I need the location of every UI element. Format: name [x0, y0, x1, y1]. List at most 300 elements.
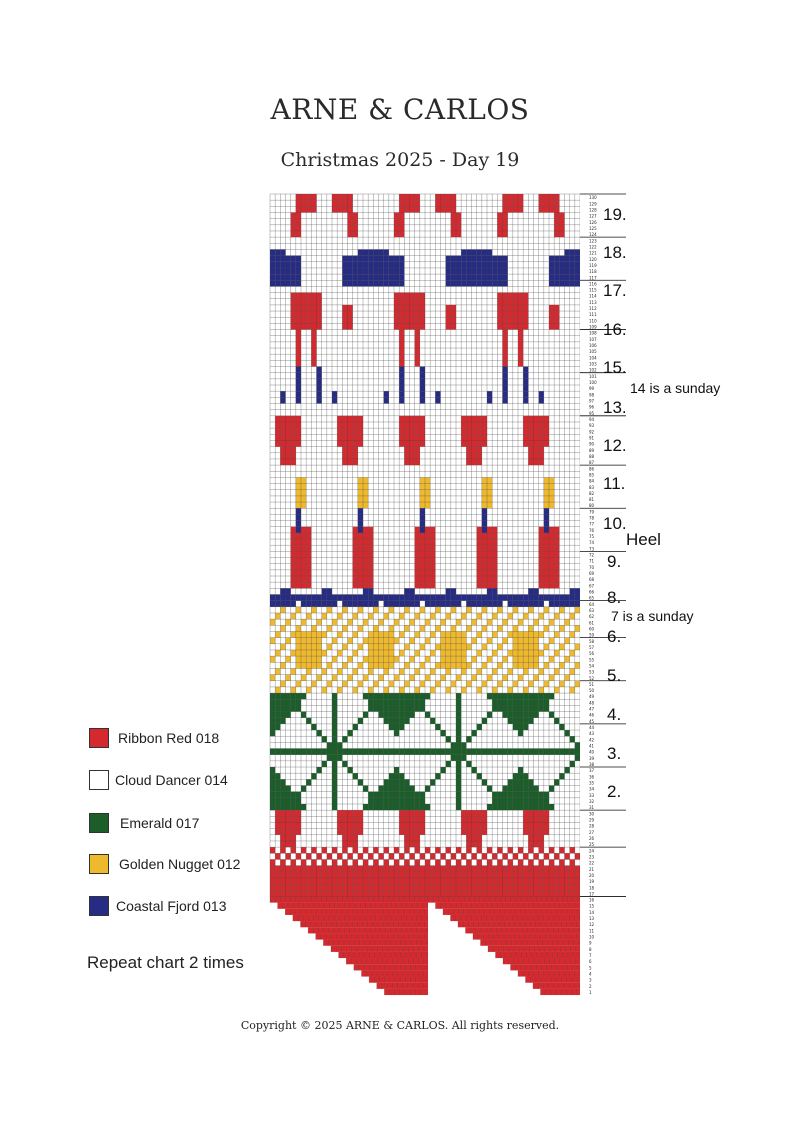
chart-cell	[559, 749, 564, 755]
chart-cell	[528, 822, 533, 828]
chart-cell	[435, 866, 440, 872]
chart-cell	[358, 810, 363, 816]
chart-cell	[353, 847, 358, 853]
chart-cell	[399, 440, 404, 446]
chart-cell	[394, 638, 399, 644]
chart-cell	[322, 650, 327, 656]
row-number-cell	[580, 521, 587, 527]
chart-cell	[399, 866, 404, 872]
chart-cell	[472, 841, 477, 847]
chart-cell	[399, 650, 404, 656]
chart-cell	[472, 835, 477, 841]
chart-cell	[348, 422, 353, 428]
chart-cell	[353, 829, 358, 835]
row-number: 69	[589, 571, 595, 577]
chart-cell	[322, 847, 327, 853]
chart-cell	[554, 539, 559, 545]
chart-cell	[394, 274, 399, 280]
chart-cell	[348, 749, 353, 755]
chart-cell	[528, 601, 533, 607]
chart-cell	[296, 274, 301, 280]
chart-cell	[399, 305, 404, 311]
chart-cell	[270, 601, 275, 607]
chart-cell	[487, 262, 492, 268]
chart-cell	[373, 798, 378, 804]
chart-cell	[399, 595, 404, 601]
chart-cell	[570, 687, 575, 693]
chart-cell	[270, 712, 275, 718]
chart-cell	[518, 730, 523, 736]
chart-cell	[275, 699, 280, 705]
chart-cell	[410, 829, 415, 835]
chart-cell	[508, 847, 513, 853]
chart-cell	[368, 262, 373, 268]
chart-cell	[570, 668, 575, 674]
chart-cell	[275, 434, 280, 440]
chart-cell	[456, 859, 461, 865]
chart-cell	[559, 878, 564, 884]
chart-cell	[466, 268, 471, 274]
chart-cell	[373, 693, 378, 699]
chart-cell	[466, 274, 471, 280]
chart-cell	[528, 693, 533, 699]
row-number: 28	[589, 823, 595, 829]
chart-cell	[503, 638, 508, 644]
chart-cell	[280, 878, 285, 884]
chart-cell	[523, 810, 528, 816]
chart-cell	[544, 644, 549, 650]
row-number: 41	[589, 743, 595, 749]
chart-cell	[342, 761, 347, 767]
chart-cell	[410, 804, 415, 810]
chart-cell	[513, 878, 518, 884]
chart-cell	[353, 212, 358, 218]
toe-cell	[488, 946, 580, 952]
chart-cell	[389, 718, 394, 724]
chart-cell	[528, 786, 533, 792]
chart-cell	[275, 786, 280, 792]
chart-cell	[487, 638, 492, 644]
chart-cell	[513, 200, 518, 206]
chart-cell	[477, 878, 482, 884]
toe-cell	[285, 909, 428, 915]
row-number: 64	[589, 601, 595, 607]
chart-cell	[523, 718, 528, 724]
chart-cell	[275, 792, 280, 798]
chart-cell	[497, 225, 502, 231]
chart-cell	[534, 416, 539, 422]
chart-cell	[456, 804, 461, 810]
chart-cell	[420, 872, 425, 878]
chart-cell	[461, 422, 466, 428]
chart-cell	[353, 539, 358, 545]
chart-cell	[348, 638, 353, 644]
chart-cell	[301, 662, 306, 668]
chart-cell	[389, 705, 394, 711]
chart-cell	[534, 447, 539, 453]
chart-cell	[461, 274, 466, 280]
chart-cell	[456, 773, 461, 779]
chart-cell	[291, 323, 296, 329]
chart-cell	[482, 268, 487, 274]
chart-cell	[301, 200, 306, 206]
chart-cell	[466, 428, 471, 434]
chart-cell	[275, 440, 280, 446]
row-number: 77	[589, 521, 595, 527]
chart-cell	[296, 428, 301, 434]
chart-cell	[544, 625, 549, 631]
chart-cell	[534, 434, 539, 440]
chart-cell	[523, 595, 528, 601]
chart-cell	[322, 687, 327, 693]
row-number-cell	[580, 514, 587, 520]
row-number-cell	[580, 268, 587, 274]
chart-cell	[379, 644, 384, 650]
chart-cell	[410, 422, 415, 428]
chart-cell	[311, 317, 316, 323]
chart-cell	[311, 878, 316, 884]
chart-cell	[565, 268, 570, 274]
chart-cell	[451, 268, 456, 274]
chart-cell	[384, 718, 389, 724]
chart-cell	[342, 194, 347, 200]
row-number: 46	[589, 712, 595, 718]
chart-cell	[503, 330, 508, 336]
chart-cell	[503, 293, 508, 299]
chart-cell	[415, 872, 420, 878]
chart-cell	[492, 268, 497, 274]
legend-label: Emerald 017	[120, 815, 200, 831]
chart-cell	[394, 656, 399, 662]
chart-cell	[425, 582, 430, 588]
chart-cell	[358, 280, 363, 286]
chart-cell	[291, 613, 296, 619]
chart-cell	[291, 582, 296, 588]
row-number: 115	[589, 287, 597, 293]
chart-cell	[575, 274, 580, 280]
chart-cell	[430, 779, 435, 785]
chart-cell	[286, 428, 291, 434]
chart-cell	[549, 872, 554, 878]
chart-cell	[306, 779, 311, 785]
chart-cell	[291, 305, 296, 311]
chart-cell	[399, 872, 404, 878]
chart-cell	[342, 878, 347, 884]
row-number: 93	[589, 423, 595, 429]
row-number: 74	[589, 540, 595, 546]
chart-cell	[342, 681, 347, 687]
chart-cell	[528, 638, 533, 644]
chart-cell	[286, 619, 291, 625]
chart-cell	[415, 884, 420, 890]
chart-cell	[306, 533, 311, 539]
chart-cell	[544, 798, 549, 804]
chart-cell	[430, 582, 435, 588]
chart-cell	[528, 656, 533, 662]
row-number: 8	[589, 946, 592, 952]
chart-cell	[373, 274, 378, 280]
chart-cell	[575, 249, 580, 255]
chart-cell	[389, 644, 394, 650]
chart-cell	[425, 866, 430, 872]
chart-cell	[565, 656, 570, 662]
chart-cell	[342, 440, 347, 446]
chart-cell	[353, 601, 358, 607]
chart-cell	[404, 835, 409, 841]
row-number-cell	[580, 348, 587, 354]
chart-cell	[358, 440, 363, 446]
chart-cell	[301, 693, 306, 699]
chart-cell	[472, 422, 477, 428]
chart-cell	[301, 490, 306, 496]
row-number: 7	[589, 953, 592, 959]
day-label: 9.	[607, 552, 622, 571]
chart-cell	[425, 693, 430, 699]
chart-cell	[399, 687, 404, 693]
chart-cell	[368, 878, 373, 884]
chart-cell	[332, 736, 337, 742]
chart-cell	[435, 847, 440, 853]
chart-cell	[575, 625, 580, 631]
chart-cell	[451, 650, 456, 656]
chart-cell	[394, 219, 399, 225]
chart-cell	[497, 323, 502, 329]
chart-cell	[358, 545, 363, 551]
chart-cell	[332, 675, 337, 681]
chart-cell	[539, 447, 544, 453]
row-number: 105	[589, 349, 597, 355]
row-number-cell	[580, 385, 587, 391]
row-number: 120	[589, 256, 597, 262]
chart-cell	[322, 761, 327, 767]
chart-cell	[513, 631, 518, 637]
row-number-cell	[580, 403, 587, 409]
chart-cell	[554, 551, 559, 557]
chart-cell	[446, 194, 451, 200]
chart-cell	[528, 595, 533, 601]
chart-cell	[286, 792, 291, 798]
chart-cell	[311, 859, 316, 865]
chart-cell	[472, 638, 477, 644]
chart-cell	[482, 477, 487, 483]
chart-cell	[280, 835, 285, 841]
chart-cell	[539, 564, 544, 570]
chart-cell	[410, 656, 415, 662]
chart-cell	[353, 262, 358, 268]
chart-cell	[353, 274, 358, 280]
chart-cell	[472, 601, 477, 607]
chart-cell	[399, 379, 404, 385]
chart-cell	[549, 786, 554, 792]
row-number: 82	[589, 490, 595, 496]
chart-cell	[544, 527, 549, 533]
chart-cell	[513, 317, 518, 323]
chart-cell	[399, 428, 404, 434]
chart-cell	[337, 884, 342, 890]
chart-cell	[482, 595, 487, 601]
chart-cell	[410, 786, 415, 792]
chart-cell	[508, 859, 513, 865]
row-number: 97	[589, 398, 595, 404]
chart-cell	[503, 379, 508, 385]
chart-cell	[404, 681, 409, 687]
chart-cell	[410, 440, 415, 446]
chart-cell	[379, 650, 384, 656]
chart-cell	[565, 262, 570, 268]
chart-cell	[342, 200, 347, 206]
chart-cell	[368, 650, 373, 656]
chart-cell	[384, 656, 389, 662]
chart-cell	[270, 884, 275, 890]
chart-cell	[435, 878, 440, 884]
chart-cell	[575, 884, 580, 890]
chart-cell	[549, 206, 554, 212]
chart-cell	[523, 773, 528, 779]
chart-cell	[430, 570, 435, 576]
row-number-cell	[580, 718, 587, 724]
chart-cell	[342, 625, 347, 631]
chart-cell	[425, 570, 430, 576]
row-number: 40	[589, 749, 595, 755]
chart-cell	[317, 853, 322, 859]
chart-cell	[311, 656, 316, 662]
chart-cell	[451, 200, 456, 206]
chart-cell	[539, 890, 544, 896]
chart-cell	[342, 872, 347, 878]
chart-cell	[399, 194, 404, 200]
chart-cell	[487, 595, 492, 601]
chart-cell	[394, 749, 399, 755]
chart-cell	[497, 866, 502, 872]
chart-cell	[466, 866, 471, 872]
chart-cell	[342, 810, 347, 816]
chart-cell	[296, 693, 301, 699]
row-number-cell	[580, 829, 587, 835]
chart-cell	[389, 724, 394, 730]
chart-cell	[410, 305, 415, 311]
chart-cell	[482, 681, 487, 687]
chart-cell	[549, 200, 554, 206]
chart-cell	[306, 638, 311, 644]
row-number: 17	[589, 891, 595, 897]
chart-cell	[477, 459, 482, 465]
chart-cell	[549, 804, 554, 810]
day-label: 8.	[607, 588, 622, 607]
chart-cell	[420, 379, 425, 385]
chart-cell	[291, 749, 296, 755]
chart-cell	[404, 792, 409, 798]
chart-cell	[420, 428, 425, 434]
chart-cell	[384, 397, 389, 403]
chart-cell	[410, 810, 415, 816]
chart-cell	[508, 718, 513, 724]
chart-cell	[497, 890, 502, 896]
chart-cell	[451, 853, 456, 859]
chart-cell	[451, 872, 456, 878]
chart-cell	[301, 496, 306, 502]
chart-cell	[296, 225, 301, 231]
chart-cell	[472, 416, 477, 422]
row-number-cell	[580, 798, 587, 804]
chart-cell	[332, 755, 337, 761]
chart-cell	[399, 816, 404, 822]
row-number-cell	[580, 249, 587, 255]
chart-cell	[544, 662, 549, 668]
chart-cell	[332, 730, 337, 736]
chart-cell	[322, 859, 327, 865]
chart-cell	[549, 595, 554, 601]
row-number-cell	[580, 687, 587, 693]
chart-cell	[379, 631, 384, 637]
chart-cell	[415, 317, 420, 323]
chart-cell	[306, 564, 311, 570]
chart-cell	[523, 379, 528, 385]
chart-cell	[368, 595, 373, 601]
chart-cell	[389, 884, 394, 890]
chart-cell	[503, 262, 508, 268]
chart-cell	[420, 625, 425, 631]
chart-cell	[358, 890, 363, 896]
chart-cell	[554, 280, 559, 286]
chart-cell	[410, 798, 415, 804]
chart-cell	[286, 786, 291, 792]
row-number-cell	[580, 256, 587, 262]
chart-cell	[270, 595, 275, 601]
chart-cell	[477, 533, 482, 539]
chart-cell	[425, 551, 430, 557]
chart-cell	[296, 317, 301, 323]
chart-cell	[337, 816, 342, 822]
row-number-cell	[580, 681, 587, 687]
chart-cell	[451, 681, 456, 687]
chart-cell	[518, 293, 523, 299]
chart-cell	[503, 311, 508, 317]
chart-cell	[503, 268, 508, 274]
chart-cell	[348, 434, 353, 440]
toe-cell	[308, 927, 428, 933]
chart-cell	[559, 625, 564, 631]
chart-cell	[399, 810, 404, 816]
chart-cell	[528, 422, 533, 428]
chart-cell	[399, 268, 404, 274]
chart-cell	[420, 373, 425, 379]
chart-cell	[373, 681, 378, 687]
chart-cell	[513, 656, 518, 662]
chart-cell	[523, 644, 528, 650]
chart-cell	[565, 884, 570, 890]
chart-cell	[534, 619, 539, 625]
row-number-cell	[580, 367, 587, 373]
chart-cell	[353, 582, 358, 588]
chart-cell	[430, 668, 435, 674]
chart-cell	[296, 262, 301, 268]
chart-cell	[332, 699, 337, 705]
chart-cell	[394, 595, 399, 601]
toe-cell	[503, 958, 580, 964]
chart-cell	[291, 428, 296, 434]
row-number-cell	[580, 927, 587, 933]
chart-cell	[291, 311, 296, 317]
chart-cell	[327, 749, 332, 755]
row-number: 126	[589, 219, 597, 225]
row-number-cell	[580, 502, 587, 508]
chart-cell	[394, 884, 399, 890]
chart-cell	[528, 829, 533, 835]
chart-cell	[477, 280, 482, 286]
chart-cell	[280, 644, 285, 650]
row-number: 89	[589, 447, 595, 453]
row-number: 36	[589, 774, 595, 780]
